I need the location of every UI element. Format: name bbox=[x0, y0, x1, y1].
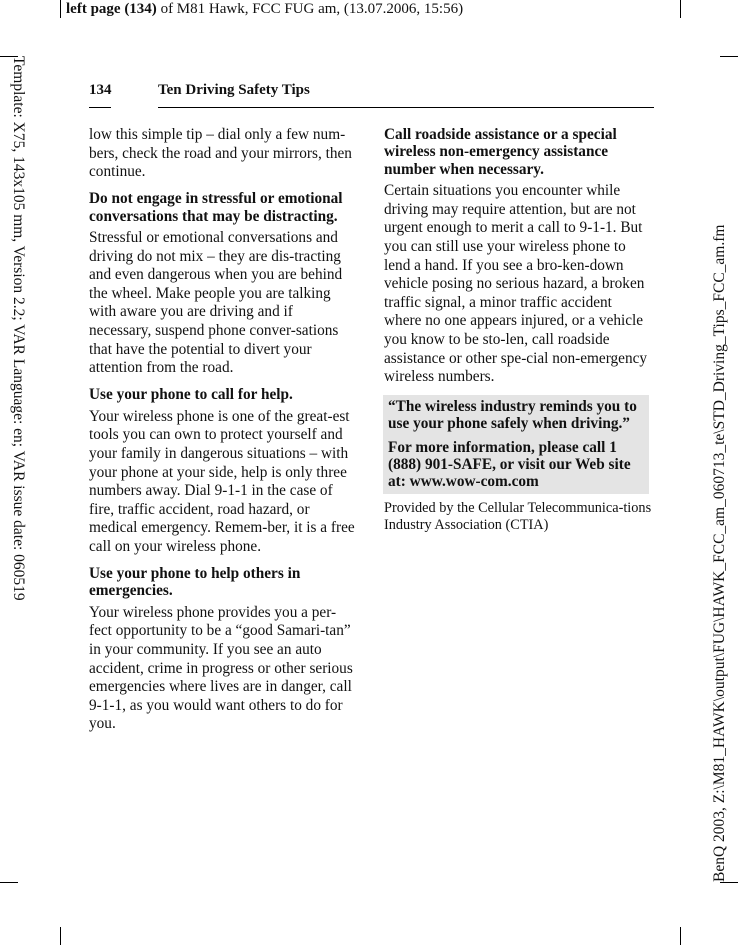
header-rule-long bbox=[158, 107, 654, 108]
print-header bbox=[66, 0, 463, 18]
quote-text: “The wireless industry reminds you to use your phone safely when driving.” bbox=[388, 398, 637, 433]
print-header-bold: left page (134) bbox=[66, 1, 157, 17]
section-body: Stressful or emotional conversations and driving do not mix – they are dis-tracting and even dangerous when you are behind the wheel. Make people you are talking with aware you are driving and if necessary, suspend phone conver-sations that have the potential to divert your attention from the road. bbox=[89, 229, 343, 377]
page-number: 134 bbox=[89, 82, 112, 98]
crop-mark bbox=[680, 927, 681, 945]
section-body: Your wireless phone provides you a per-fect opportunity to be a “good Samari-tan” in your community. If you see an auto accident, crime in progress or other serious emergencies where lives are in danger, call 9-1-1, as you would want others to do for you. bbox=[89, 603, 353, 733]
file-path-info: BenQ 2003, Z:\M81_HAWK\output\FUG\HAWK_FCC_am_060713_te\STD_Driving_Tips_FCC_am.fm bbox=[711, 224, 728, 882]
crop-mark bbox=[0, 882, 18, 883]
crop-mark bbox=[60, 0, 61, 18]
section-body: Certain situations you encounter while driving may require attention, but are not urgent enough to merit a call to 9-1-1. But you can still use your wireless phone to lend a hand. If you see a bro-ken-down vehicle posing no serious hazard, a broken traffic signal, a minor traffic accident where no one appears injured, or a vehicle you know to be sto-len, call roadside assistance or other spe-cial non-emergency wireless numbers. bbox=[384, 182, 648, 386]
header-rule-short bbox=[89, 107, 111, 108]
intro-paragraph: low this simple tip – dial only a few num-bers, check the road and your mirrors, then continue. bbox=[89, 126, 352, 181]
page-title: Ten Driving Safety Tips bbox=[158, 82, 310, 98]
crop-mark bbox=[720, 882, 738, 883]
quote-box bbox=[383, 395, 649, 494]
left-column bbox=[89, 126, 355, 742]
section-heading: Call roadside assistance or a special wireless non-emergency assistance number when necessary. bbox=[384, 126, 617, 178]
credit-text: Provided by the Cellular Telecommunica-tions Industry Association (CTIA) bbox=[384, 500, 652, 534]
crop-mark bbox=[60, 927, 61, 945]
section-heading: Use your phone to help others in emergencies. bbox=[89, 565, 301, 600]
section-heading: Use your phone to call for help. bbox=[89, 386, 293, 404]
section-heading: Do not engage in stressful or emotional conversations that may be distracting. bbox=[89, 190, 343, 225]
crop-mark bbox=[680, 0, 681, 18]
print-header-rest: of M81 Hawk, FCC FUG am, (13.07.2006, 15:56) bbox=[156, 1, 464, 17]
template-info: Template: X75, 143x105 mm, Version 2.2; VAR Language: en; VAR issue date: 060519 bbox=[10, 56, 27, 601]
right-column bbox=[384, 126, 652, 543]
section-body: Your wireless phone is one of the great-est tools you can own to protect yourself and your family in dangerous situations – with your phone at your side, help is only three numbers away. Dial 9-1-1 in the case of fire, traffic accident, road hazard, or medical emergency. Remem-ber, it is a free call on your wireless phone. bbox=[89, 407, 355, 555]
crop-mark bbox=[720, 56, 738, 57]
more-info-text: For more information, please call 1 (888) 901-SAFE, or visit our Web site at: www.wow-com.com bbox=[388, 439, 631, 491]
